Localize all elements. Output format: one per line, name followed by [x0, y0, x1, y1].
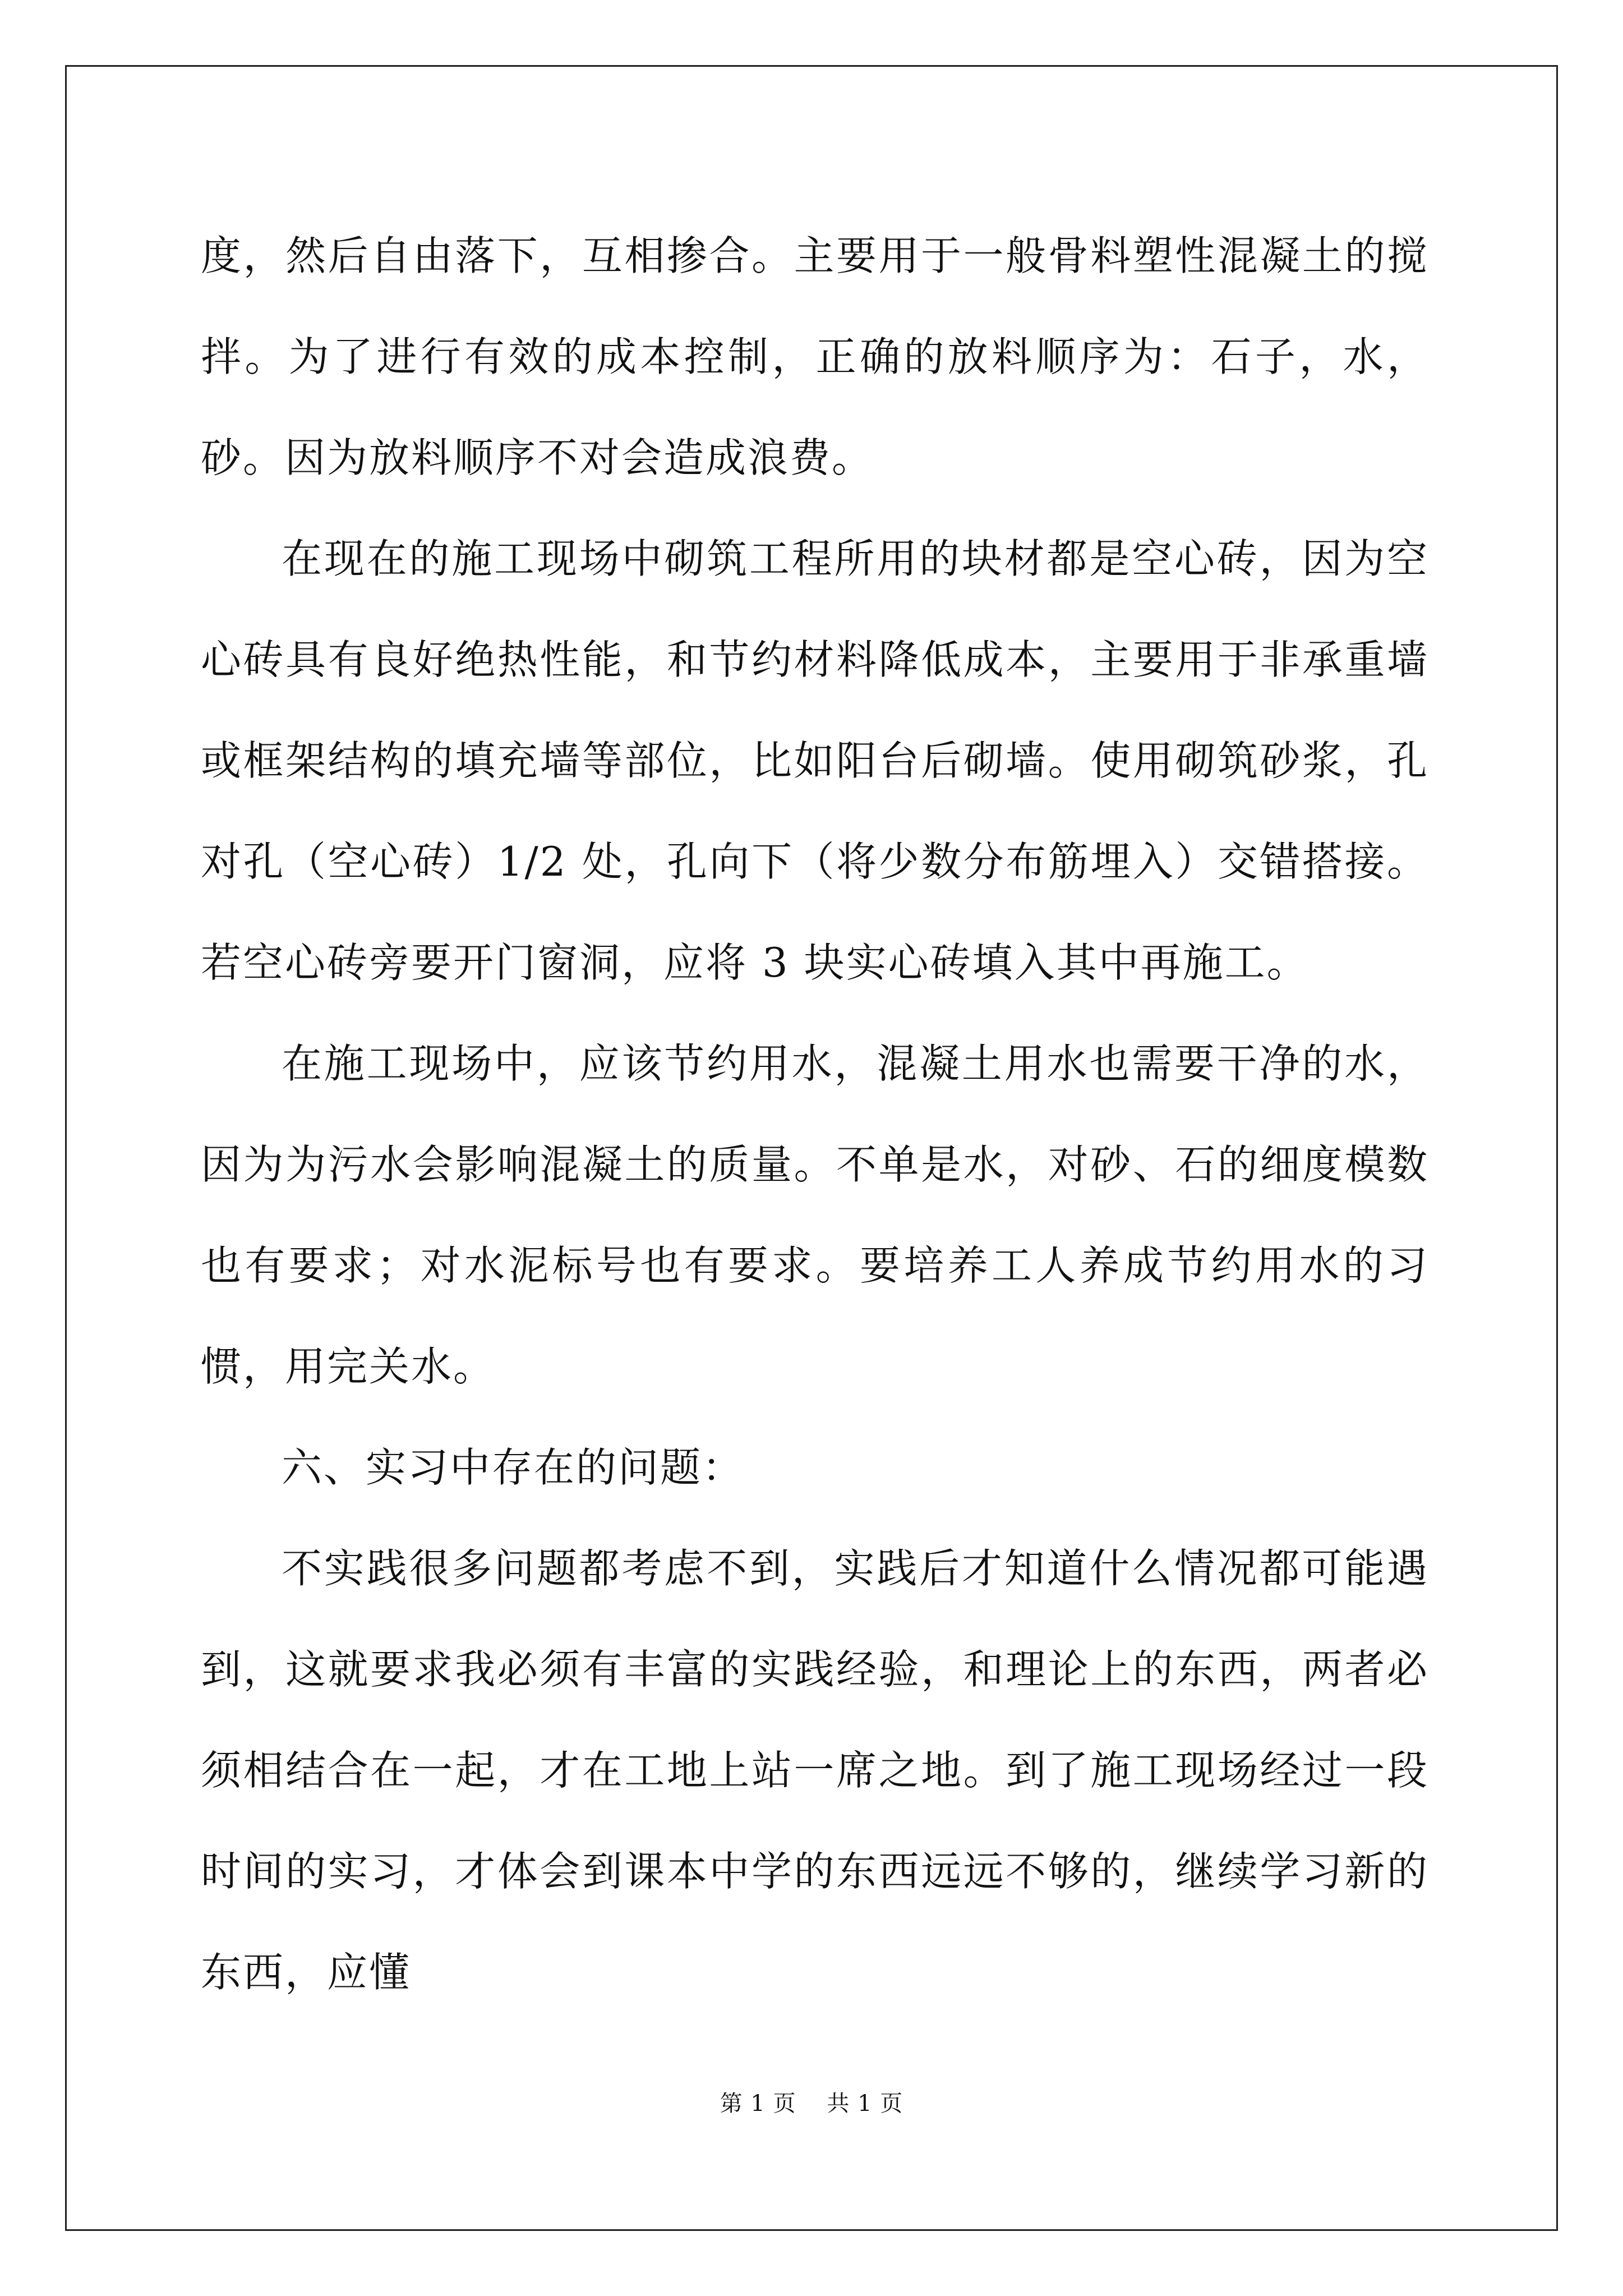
section-heading-problems: 六、实习中存在的问题： — [282, 1444, 745, 1491]
document-body — [201, 205, 1429, 2023]
paragraph-mixing-order: 度，然后自由落下，互相掺合。主要用于一般骨料塑性混凝土的搅拌。为了进行有效的成本控制，正确的放料顺序为：石子，水，砂。因为放料顺序不对会造成浪费。 — [201, 232, 1429, 481]
page-number-footer: 第 1 页 共 1 页 — [720, 2091, 903, 2116]
paragraph-practice-reflection: 不实践很多问题都考虑不到，实践后才知道什么情况都可能遇到，这就要求我必须有丰富的实践经验，和理论上的东西，两者必须相结合在一起，才在工地上站一席之地。到了施工现场经过一段时间的实习，才体会到课本中学的东西远远不够的，继续学习新的东西，应懂 — [201, 1545, 1429, 1996]
paragraph-water-saving: 在施工现场中，应该节约用水，混凝土用水也需要干净的水，因为为污水会影响混凝土的质量。不单是水，对砂、石的细度模数也有要求；对水泥标号也有要求。要培养工人养成节约用水的习惯，用完关水。 — [201, 1040, 1429, 1390]
paragraph-hollow-brick: 在现在的施工现场中砌筑工程所用的块材都是空心砖，因为空心砖具有良好绝热性能，和节约材料降低成本，主要用于非承重墙或框架结构的填充墙等部位，比如阳台后砌墙。使用砌筑砂浆，孔对孔（空心砖）1/2 处，孔向下（将少数分布筋埋入）交错搭接。若空心砖旁要开门窗洞，应将 3 块实心砖填入其中再施工。 — [201, 535, 1429, 986]
